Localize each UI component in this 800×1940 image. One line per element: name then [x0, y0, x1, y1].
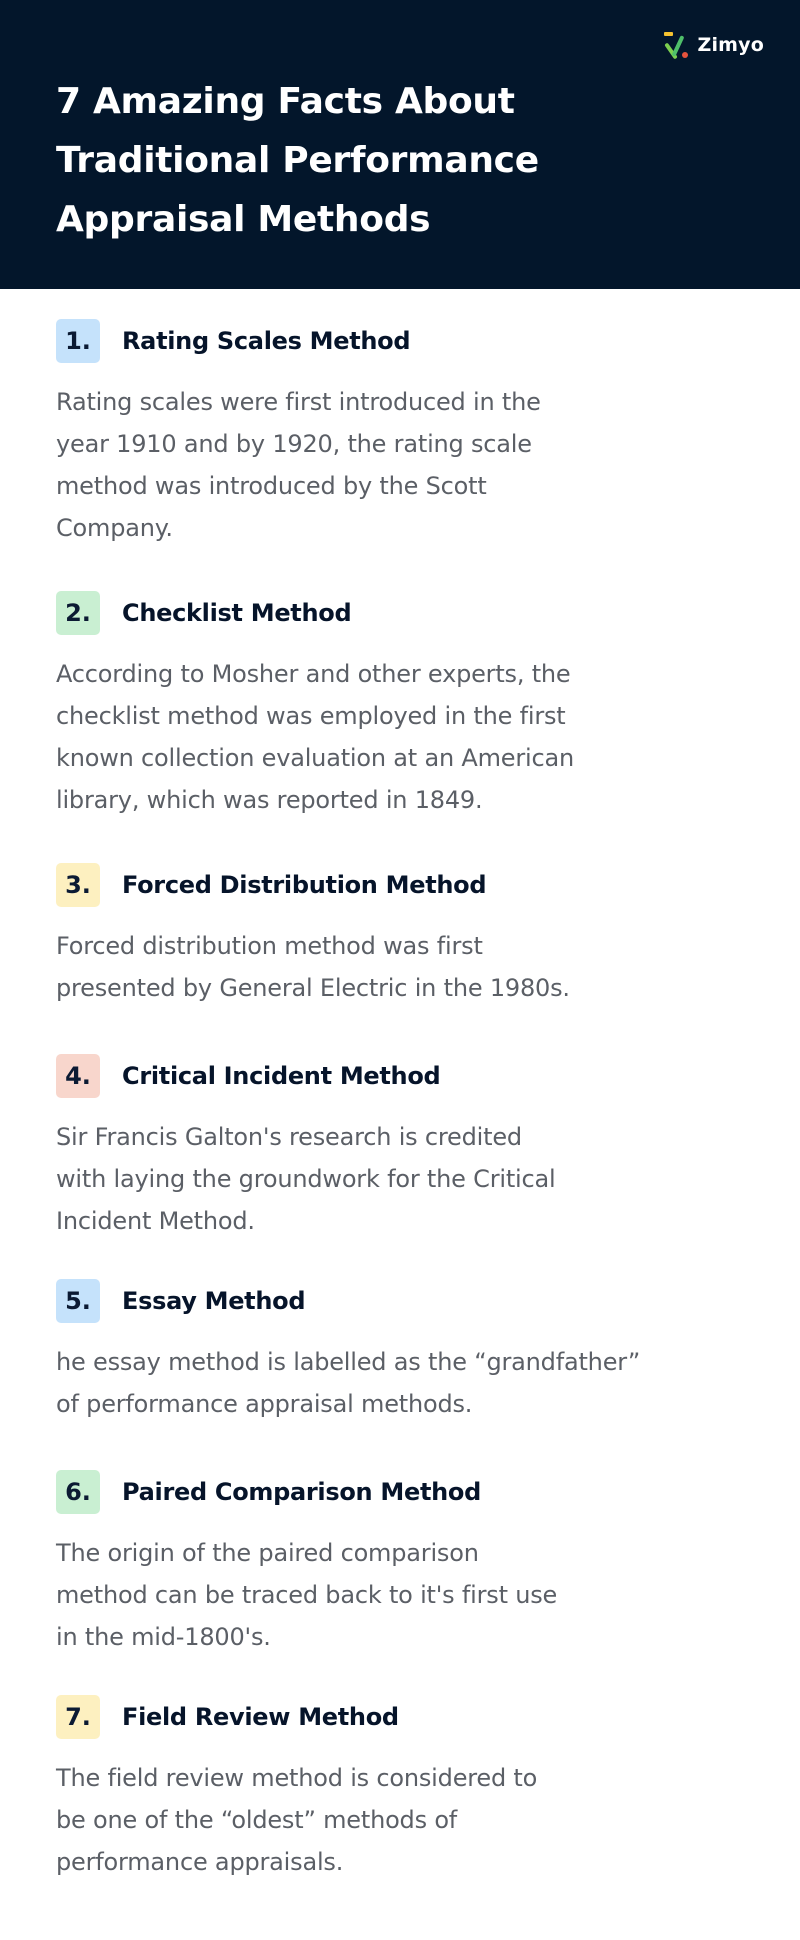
fact-title: Rating Scales Method: [122, 327, 411, 355]
fact-number-badge: 4.: [56, 1054, 100, 1098]
fact-description: [56, 381, 716, 549]
page-header: [0, 0, 800, 289]
fact-line: known collection evaluation at an American: [56, 744, 575, 772]
fact-line: Rating scales were first introduced in the: [56, 388, 541, 416]
fact-line: he essay method is labelled as the “grandfather”: [56, 1348, 641, 1376]
fact-item-5: [56, 1279, 716, 1425]
fact-description: [56, 653, 716, 821]
fact-description: [56, 1116, 716, 1242]
fact-title: Paired Comparison Method: [122, 1478, 481, 1506]
fact-line: of performance appraisal methods.: [56, 1390, 473, 1418]
fact-number-badge: 1.: [56, 319, 100, 363]
fact-description: [56, 1532, 716, 1658]
brand-name: Zimyo: [697, 34, 764, 56]
fact-line: Incident Method.: [56, 1207, 255, 1235]
page-title: 7 Amazing Facts About Traditional Performance Appraisal Methods: [56, 81, 539, 240]
fact-description: [56, 1341, 716, 1425]
fact-line: with laying the groundwork for the Critical: [56, 1165, 556, 1193]
fact-number-badge: 3.: [56, 863, 100, 907]
fact-line: According to Mosher and other experts, the: [56, 660, 571, 688]
fact-line: be one of the “oldest” methods of: [56, 1806, 458, 1834]
fact-title: Field Review Method: [122, 1703, 399, 1731]
brand-logo: [663, 30, 764, 60]
fact-item-4: [56, 1054, 716, 1242]
fact-line: checklist method was employed in the first: [56, 702, 566, 730]
fact-line: Company.: [56, 514, 173, 542]
fact-title: Checklist Method: [122, 599, 352, 627]
fact-item-3: [56, 863, 716, 1009]
fact-line: The field review method is considered to: [56, 1764, 538, 1792]
fact-description: [56, 1757, 716, 1883]
fact-number-badge: 2.: [56, 591, 100, 635]
fact-line: presented by General Electric in the 1980s.: [56, 974, 570, 1002]
zimyo-logo-icon: [663, 30, 691, 60]
fact-line: performance appraisals.: [56, 1848, 344, 1876]
fact-number-badge: 5.: [56, 1279, 100, 1323]
fact-line: library, which was reported in 1849.: [56, 786, 483, 814]
fact-line: method was introduced by the Scott: [56, 472, 487, 500]
fact-item-7: [56, 1695, 716, 1883]
fact-title: Forced Distribution Method: [122, 871, 487, 899]
fact-line: Sir Francis Galton's research is credited: [56, 1123, 522, 1151]
fact-line: in the mid-1800's.: [56, 1623, 271, 1651]
fact-description: [56, 925, 716, 1009]
fact-item-6: [56, 1470, 716, 1658]
fact-line: Forced distribution method was first: [56, 932, 483, 960]
fact-line: method can be traced back to it's first use: [56, 1581, 558, 1609]
fact-item-1: [56, 319, 716, 549]
fact-item-2: [56, 591, 716, 821]
fact-number-badge: 7.: [56, 1695, 100, 1739]
fact-line: The origin of the paired comparison: [56, 1539, 479, 1567]
fact-number-badge: 6.: [56, 1470, 100, 1514]
fact-line: year 1910 and by 1920, the rating scale: [56, 430, 532, 458]
fact-title: Critical Incident Method: [122, 1062, 441, 1090]
fact-title: Essay Method: [122, 1287, 306, 1315]
